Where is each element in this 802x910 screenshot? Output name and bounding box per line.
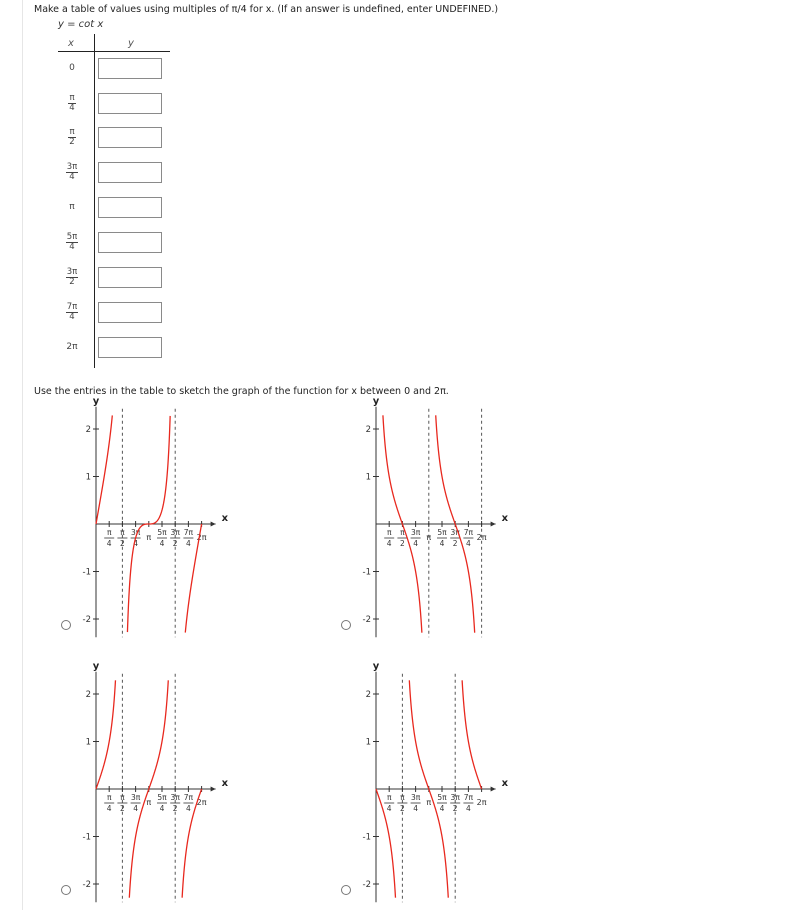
fraction-denominator: 4 xyxy=(69,242,75,252)
table-x-value: π xyxy=(69,202,75,212)
x-tick-numerator: 7π xyxy=(463,528,474,537)
x-tick-numerator: 5π xyxy=(157,793,167,802)
x-tick-numerator: π xyxy=(106,528,112,537)
x-tick-denominator: 4 xyxy=(386,539,392,548)
x-tick-numerator: 3π xyxy=(410,793,421,802)
y-tick-label: 1 xyxy=(365,737,371,748)
y-tick-label: -1 xyxy=(82,567,91,578)
x-tick-label: π xyxy=(426,798,432,807)
y-tick-label: -2 xyxy=(362,880,371,890)
table-header-y: y xyxy=(128,38,134,49)
function-equation: y = cot x xyxy=(58,19,104,30)
x-tick-denominator: 2 xyxy=(120,539,125,548)
x-tick-numerator: π xyxy=(106,793,112,802)
x-tick-denominator: 4 xyxy=(106,539,112,548)
fraction-numerator: 3π xyxy=(66,162,78,172)
x-tick-denominator: 4 xyxy=(413,804,418,813)
x-tick-label: 2π xyxy=(476,798,487,807)
x-tick-denominator: 2 xyxy=(452,804,458,813)
x-axis-arrow xyxy=(211,522,216,527)
y-tick-label: 1 xyxy=(365,472,371,483)
fraction-denominator: 2 xyxy=(69,137,75,147)
table-x-value: 0 xyxy=(69,63,75,73)
x-tick-denominator: 2 xyxy=(400,539,405,548)
y-tick-label: 2 xyxy=(85,425,91,435)
x-tick-label: π xyxy=(426,533,432,542)
x-tick-label: 2π xyxy=(476,533,487,542)
x-tick-denominator: 2 xyxy=(452,539,458,548)
x-tick-numerator: 3π xyxy=(450,528,460,537)
fraction-numerator: 3π xyxy=(66,267,78,277)
y-axis-label: y xyxy=(92,395,100,407)
graph-option-radio[interactable] xyxy=(62,886,71,895)
x-tick-numerator: 7π xyxy=(183,793,194,802)
x-tick-denominator: 4 xyxy=(133,539,138,548)
graph-option-3 xyxy=(62,661,229,903)
x-tick-denominator: 4 xyxy=(159,804,165,813)
table-x-value: 2π xyxy=(66,342,78,352)
x-tick-denominator: 4 xyxy=(186,539,191,548)
y-tick-label: -2 xyxy=(82,615,91,625)
y-tick-label: -1 xyxy=(362,567,371,578)
x-tick-numerator: 5π xyxy=(437,528,447,537)
y-tick-label: 2 xyxy=(365,690,371,700)
fraction-numerator: 7π xyxy=(66,302,78,312)
x-tick-numerator: 3π xyxy=(170,793,180,802)
x-tick-denominator: 4 xyxy=(466,539,471,548)
y-axis-label: y xyxy=(372,395,380,407)
x-tick-denominator: 2 xyxy=(120,804,125,813)
x-tick-numerator: 3π xyxy=(130,528,141,537)
x-tick-numerator: π xyxy=(400,793,405,802)
x-tick-numerator: π xyxy=(120,793,125,802)
fraction-numerator: 5π xyxy=(66,232,78,242)
y-tick-label: 1 xyxy=(85,472,91,483)
y-tick-label: -1 xyxy=(82,832,91,843)
x-tick-denominator: 4 xyxy=(159,539,165,548)
x-tick-numerator: π xyxy=(386,528,392,537)
x-tick-label: π xyxy=(146,798,152,807)
x-tick-label: π xyxy=(146,533,152,542)
table-header-x: x xyxy=(68,38,74,49)
graph-instructions: Use the entries in the table to sketch the graph of the function for x between 0 and 2π. xyxy=(34,386,449,397)
x-tick-denominator: 2 xyxy=(400,804,405,813)
x-tick-denominator: 4 xyxy=(386,804,392,813)
x-tick-denominator: 4 xyxy=(186,804,191,813)
x-tick-denominator: 2 xyxy=(172,804,178,813)
x-tick-label: 2π xyxy=(196,533,207,542)
fraction-numerator: π xyxy=(69,93,75,103)
x-tick-numerator: π xyxy=(386,793,392,802)
x-tick-denominator: 4 xyxy=(466,804,471,813)
y-tick-label: 1 xyxy=(85,737,91,748)
x-tick-numerator: 3π xyxy=(130,793,141,802)
fraction-denominator: 4 xyxy=(69,312,75,322)
x-tick-numerator: 5π xyxy=(157,528,167,537)
x-axis-label: x xyxy=(501,513,509,524)
y-tick-label: 2 xyxy=(365,425,371,435)
x-tick-denominator: 4 xyxy=(439,804,445,813)
y-axis-label: y xyxy=(92,660,100,672)
x-tick-numerator: π xyxy=(400,528,405,537)
x-tick-denominator: 2 xyxy=(172,539,178,548)
x-tick-numerator: 5π xyxy=(437,793,447,802)
x-tick-numerator: π xyxy=(120,528,125,537)
x-tick-numerator: 3π xyxy=(450,793,460,802)
x-tick-numerator: 7π xyxy=(183,528,194,537)
x-tick-denominator: 4 xyxy=(439,539,445,548)
y-tick-label: -1 xyxy=(362,832,371,843)
y-tick-label: -2 xyxy=(362,615,371,625)
y-axis-label: y xyxy=(372,660,380,672)
y-tick-label: 2 xyxy=(85,690,91,700)
fraction-numerator: π xyxy=(69,127,75,137)
x-tick-label: 2π xyxy=(196,798,207,807)
fraction-denominator: 4 xyxy=(69,172,75,182)
y-tick-label: -2 xyxy=(82,880,91,890)
x-axis-arrow xyxy=(211,787,216,792)
graph-option-4 xyxy=(342,661,509,903)
table-instructions: Make a table of values using multiples of π/4 for x. (If an answer is undefined, enter UNDEFINED.) xyxy=(34,4,499,15)
fraction-denominator: 2 xyxy=(69,277,75,287)
x-tick-denominator: 4 xyxy=(133,804,138,813)
x-axis-label: x xyxy=(501,778,509,789)
graph-option-radio[interactable] xyxy=(342,886,351,895)
x-axis-label: x xyxy=(221,778,229,789)
graph-option-2 xyxy=(342,396,509,638)
x-axis-arrow xyxy=(491,522,496,527)
graph-option-1 xyxy=(62,396,229,638)
x-tick-denominator: 4 xyxy=(106,804,112,813)
graph-option-radio[interactable] xyxy=(342,621,351,630)
x-axis-arrow xyxy=(491,787,496,792)
x-axis-label: x xyxy=(221,513,229,524)
graph-option-radio[interactable] xyxy=(62,621,71,630)
x-tick-numerator: 3π xyxy=(410,528,421,537)
fraction-denominator: 4 xyxy=(69,103,75,113)
x-tick-numerator: 3π xyxy=(170,528,180,537)
x-tick-numerator: 7π xyxy=(463,793,474,802)
x-tick-denominator: 4 xyxy=(413,539,418,548)
